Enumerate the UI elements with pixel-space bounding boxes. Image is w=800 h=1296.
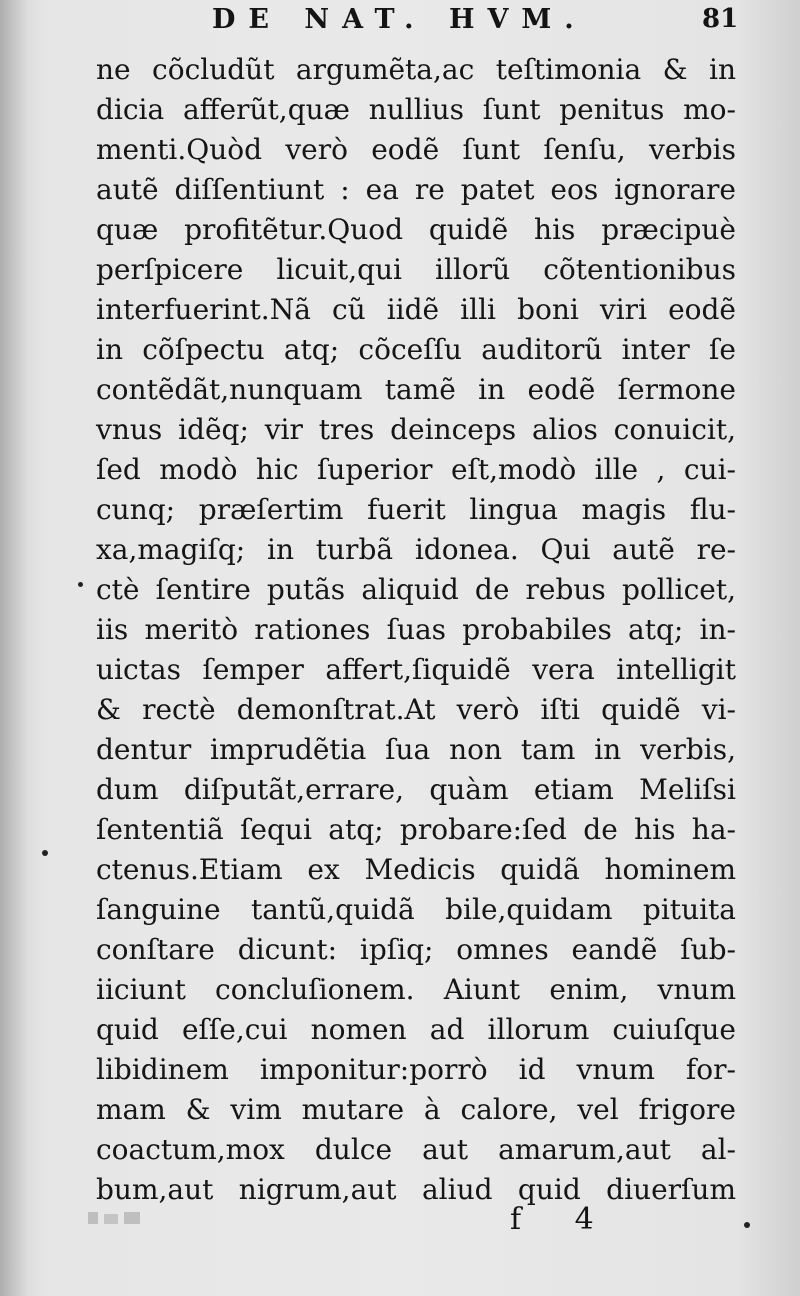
text-line: mam & vim mutare à calore, vel frigore <box>96 1093 736 1126</box>
text-line: dentur imprudẽtia ſua non tam in verbis, <box>96 733 736 766</box>
text-line: libidinem imponitur:porrò id vnum for- <box>96 1053 736 1086</box>
signature-mark: f 4 <box>510 1202 616 1237</box>
text-line: ſanguine tantũ,quidã bile,quidam pituita <box>96 893 736 926</box>
text-line: uictas ſemper affert,ſiquidẽ vera intelligit <box>96 653 736 686</box>
text-line: dum diſputãt,errare, quàm etiam Meliſsi <box>96 773 736 806</box>
text-line: ſed modò hic ſuperior eſt,modò ille , cui- <box>96 453 736 486</box>
text-line: & rectè demonſtrat.At verò iſti quidẽ vi- <box>96 693 736 726</box>
text-line: menti.Quòd verò eodẽ ſunt ſenſu, verbis <box>96 133 736 166</box>
text-line: coactum,mox dulce aut amarum,aut al- <box>96 1133 736 1166</box>
page-number: 81 <box>702 4 739 34</box>
text-line: cunq; præſertim fuerit lingua magis flu- <box>96 493 736 526</box>
text-line: ſententiã ſequi atq; probare:ſed de his ha- <box>96 813 736 846</box>
text-line: perſpicere licuit,qui illorũ cõtentionibus <box>96 253 736 286</box>
text-line: ctè ſentire putãs aliquid de rebus pollicet, <box>96 573 736 606</box>
text-line: interfuerint.Nã cũ iidẽ illi boni viri eodẽ <box>96 293 736 326</box>
running-title: DE NAT. HVM. <box>212 4 587 35</box>
text-line: iiciunt concluſionem. Aiunt enim, vnum <box>96 973 736 1006</box>
text-line: in cõſpectu atq; cõceſſu auditorũ inter ſe <box>96 333 736 366</box>
text-line: quæ profitẽtur.Quod quidẽ his præcipuè <box>96 213 736 246</box>
text-line: quid eſſe,cui nomen ad illorum cuiuſque <box>96 1013 736 1046</box>
body-text <box>96 50 736 1210</box>
spine-shadow <box>0 0 28 1296</box>
text-line: bum,aut nigrum,aut aliud quid diuerſum <box>96 1173 736 1206</box>
text-line: autẽ diſſentiunt : ea re patet eos ignorare <box>96 173 736 206</box>
show-through-smudge <box>86 1208 146 1228</box>
text-line: dicia afferũt,quæ nullius ſunt penitus mo- <box>96 93 736 126</box>
text-line: iis meritò rationes ſuas probabiles atq; in- <box>96 613 736 646</box>
text-line: contẽdãt,nunquam tamẽ in eodẽ ſermone <box>96 373 736 406</box>
text-line: xa,magiſq; in turbã idonea. Qui autẽ re- <box>96 533 736 566</box>
ink-speck <box>42 850 48 856</box>
text-line: ne cõcludũt argumẽta,ac teſtimonia & in <box>96 53 736 86</box>
text-line: ctenus.Etiam ex Medicis quidã hominem <box>96 853 736 886</box>
running-head <box>0 4 800 44</box>
text-line: vnus idẽq; vir tres deinceps alios conuicit, <box>96 413 736 446</box>
text-line: conſtare dicunt: ipſiq; omnes eandẽ ſub- <box>96 933 736 966</box>
ink-speck <box>744 1222 750 1228</box>
ink-speck <box>78 582 83 587</box>
